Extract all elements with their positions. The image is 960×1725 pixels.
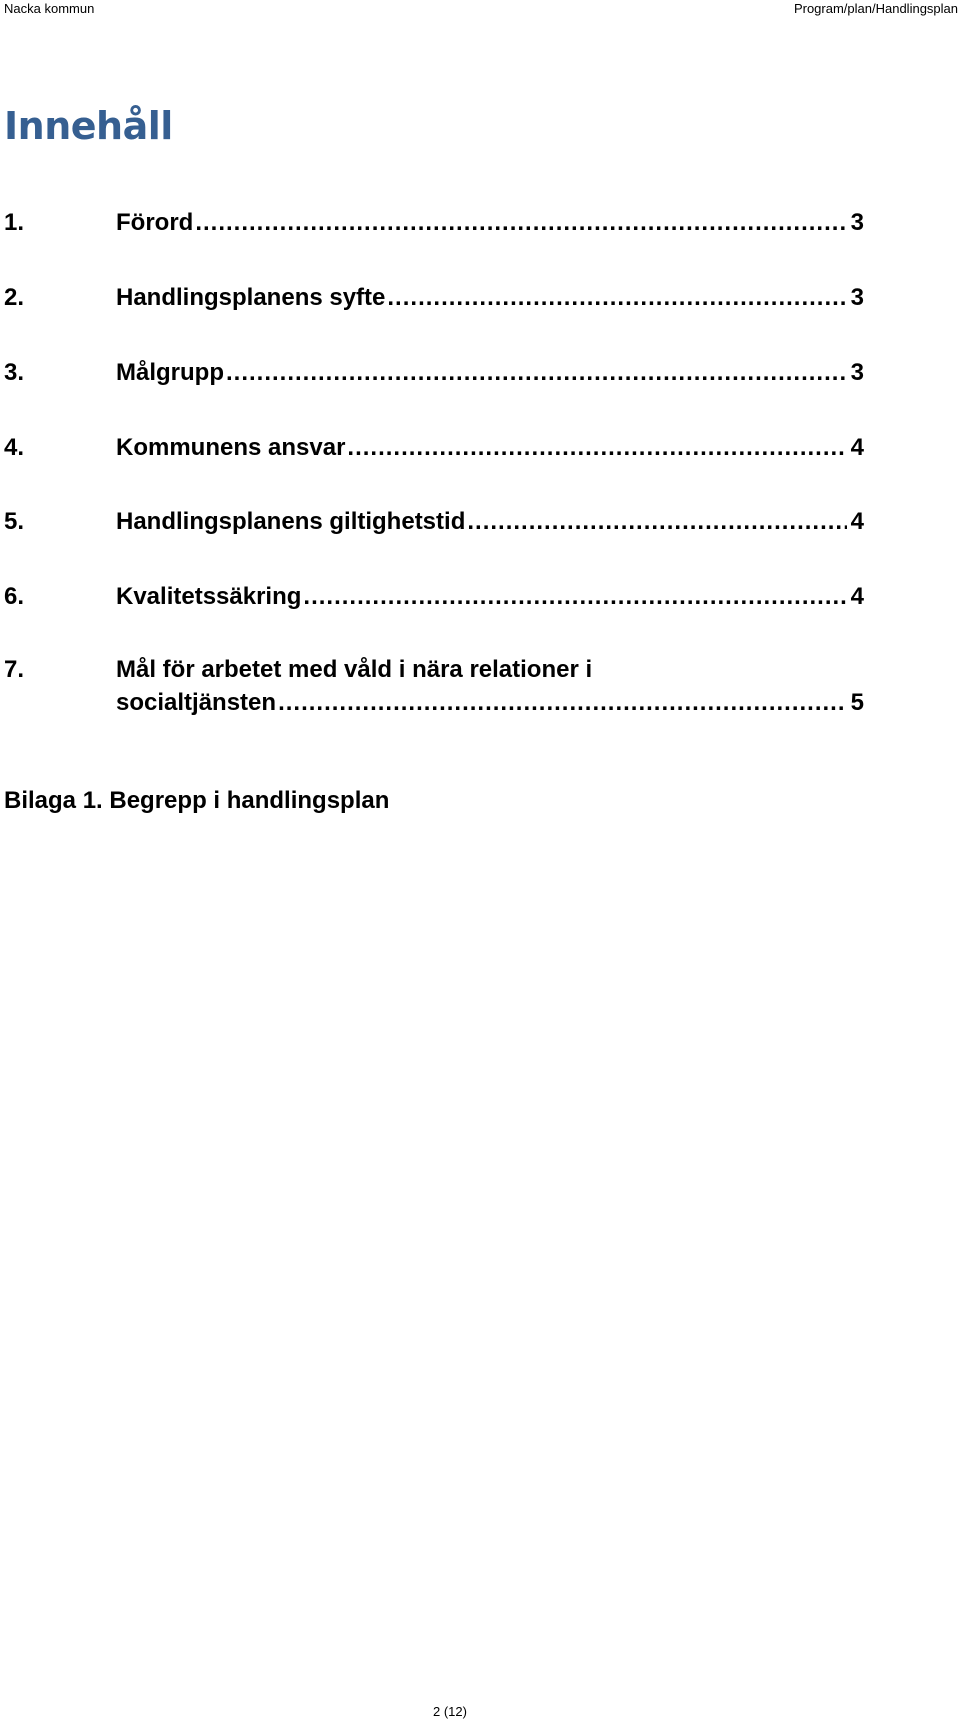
toc-title: Handlingsplanens syfte [116,284,386,311]
toc-number: 3. [4,359,25,386]
toc-dot-leader [347,431,846,465]
toc-dot-leader [303,580,846,614]
toc-page-number: 5 [850,689,864,716]
toc-page-number: 3 [850,209,864,236]
toc-title: Handlingsplanens giltighetstid [116,508,466,535]
toc-number: 1. [4,209,25,236]
page-number-footer: 2 (12) [433,1704,467,1719]
toc-title: Kommunens ansvar [116,434,346,461]
appendix-heading: Bilaga 1. Begrepp i handlingsplan [4,787,390,814]
toc-dot-leader [226,356,847,390]
toc-dot-leader [467,505,846,539]
toc-number: 7. [4,656,25,683]
header-organization: Nacka kommun [4,1,95,16]
toc-dot-leader [195,206,846,240]
toc-number: 4. [4,434,25,461]
header-document-type: Program/plan/Handlingsplan [793,1,958,16]
toc-page-number: 4 [850,434,864,461]
toc-page-number: 4 [850,508,864,535]
toc-number: 2. [4,284,25,311]
toc-title: Förord [116,209,194,236]
toc-number: 5. [4,508,25,535]
toc-page-number: 4 [850,583,864,610]
toc-dot-leader [387,281,846,315]
page-title: Innehåll [4,104,173,148]
toc-title: Målgrupp [116,359,224,386]
toc-entry-7[interactable] [4,653,864,723]
toc-number: 6. [4,583,25,610]
page-header [0,0,960,20]
toc-title-line1: Mål för arbetet med våld i nära relationer i [116,656,593,683]
toc-page-number: 3 [850,284,864,311]
toc-title: socialtjänsten [116,689,277,716]
toc-title: Kvalitetssäkring [116,583,302,610]
toc-page-number: 3 [850,359,864,386]
toc-dot-leader [278,686,847,720]
